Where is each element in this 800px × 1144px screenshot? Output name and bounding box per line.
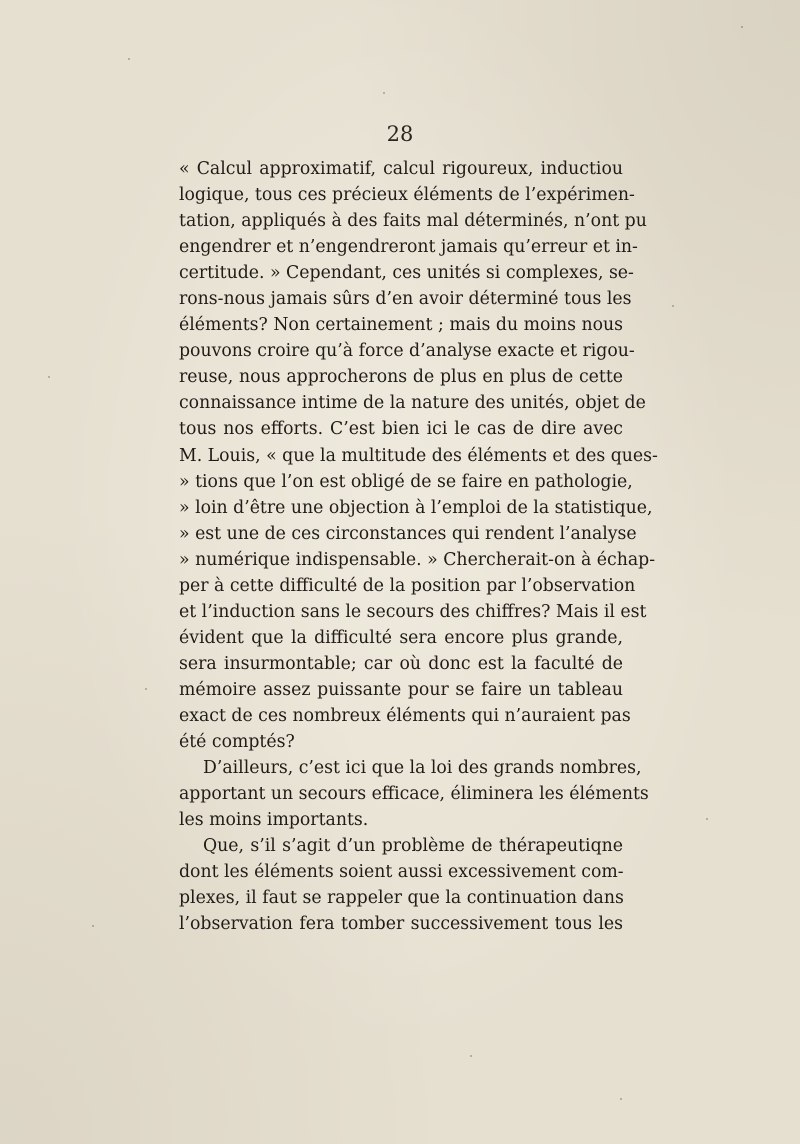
text-line: rons-nous jamais sûrs d’en avoir déterminé tous les bbox=[179, 289, 632, 310]
page-number: 28 bbox=[386, 122, 414, 146]
text-line: » est une de ces circonstances qui rendent l’analyse bbox=[179, 523, 637, 544]
body-text bbox=[179, 156, 658, 937]
text-line: M. Louis, « que la multitude des éléments et des ques- bbox=[179, 445, 658, 466]
paper-speck bbox=[620, 1098, 622, 1100]
paper-speck bbox=[470, 1055, 472, 1057]
text-line: éléments? Non certainement ; mais du moins nous bbox=[179, 315, 623, 336]
text-line: reuse, nous approcherons de plus en plus de cette bbox=[179, 367, 623, 388]
text-line: l’observation fera tomber successivement tous les bbox=[179, 914, 623, 935]
text-line: été comptés? bbox=[179, 732, 295, 753]
text-line: D’ailleurs, c’est ici que la loi des grands nombres, bbox=[203, 758, 642, 779]
text-line: exact de ces nombreux éléments qui n’auraient pas bbox=[179, 705, 631, 726]
text-line: per à cette difficulté de la position par l’observation bbox=[179, 575, 636, 596]
paper-speck bbox=[48, 376, 50, 378]
paper-speck bbox=[706, 818, 708, 820]
text-line: logique, tous ces précieux éléments de l’expérimen- bbox=[179, 185, 635, 206]
text-line: les moins importants. bbox=[179, 810, 369, 831]
text-line: » loin d’être une objection à l’emploi de la statistique, bbox=[179, 497, 653, 518]
paper-speck bbox=[672, 305, 674, 307]
text-line: certitude. » Cependant, ces unités si complexes, se- bbox=[179, 263, 634, 284]
text-line: « Calcul approximatif, calcul rigoureux, inductiou bbox=[179, 159, 623, 179]
text-line: sera insurmontable; car où donc est la faculté de bbox=[179, 653, 623, 674]
text-line: et l’induction sans le secours des chiffres? Mais il est bbox=[179, 601, 647, 622]
paper-speck bbox=[145, 688, 147, 690]
text-line: » numérique indispensable. » Chercherait-on à échap- bbox=[179, 549, 656, 570]
text-line: tation, appliqués à des faits mal déterminés, n’ont pu bbox=[179, 211, 647, 232]
text-line: évident que la difficulté sera encore plus grande, bbox=[179, 627, 623, 648]
text-line: connaissance intime de la nature des unités, objet de bbox=[179, 393, 646, 414]
text-line: » tions que l’on est obligé de se faire en pathologie, bbox=[179, 471, 633, 492]
text-line: Que, s’il s’agit d’un problème de thérapeutiqne bbox=[203, 836, 623, 857]
paper-speck bbox=[741, 26, 743, 28]
text-line: tous nos efforts. C’est bien ici le cas de dire avec bbox=[179, 419, 623, 440]
paper-speck bbox=[92, 925, 94, 927]
text-line: engendrer et n’engendreront jamais qu’erreur et in- bbox=[179, 237, 638, 258]
text-line: dont les éléments soient aussi excessivement com- bbox=[179, 862, 624, 883]
paper-speck bbox=[383, 92, 385, 94]
paper-speck bbox=[128, 58, 130, 60]
text-line: pouvons croire qu’à force d’analyse exacte et rigou- bbox=[179, 341, 635, 362]
text-line: plexes, il faut se rappeler que la continuation dans bbox=[179, 888, 624, 909]
text-line: apportant un secours efficace, éliminera les éléments bbox=[179, 784, 649, 805]
text-line: mémoire assez puissante pour se faire un tableau bbox=[179, 679, 623, 700]
